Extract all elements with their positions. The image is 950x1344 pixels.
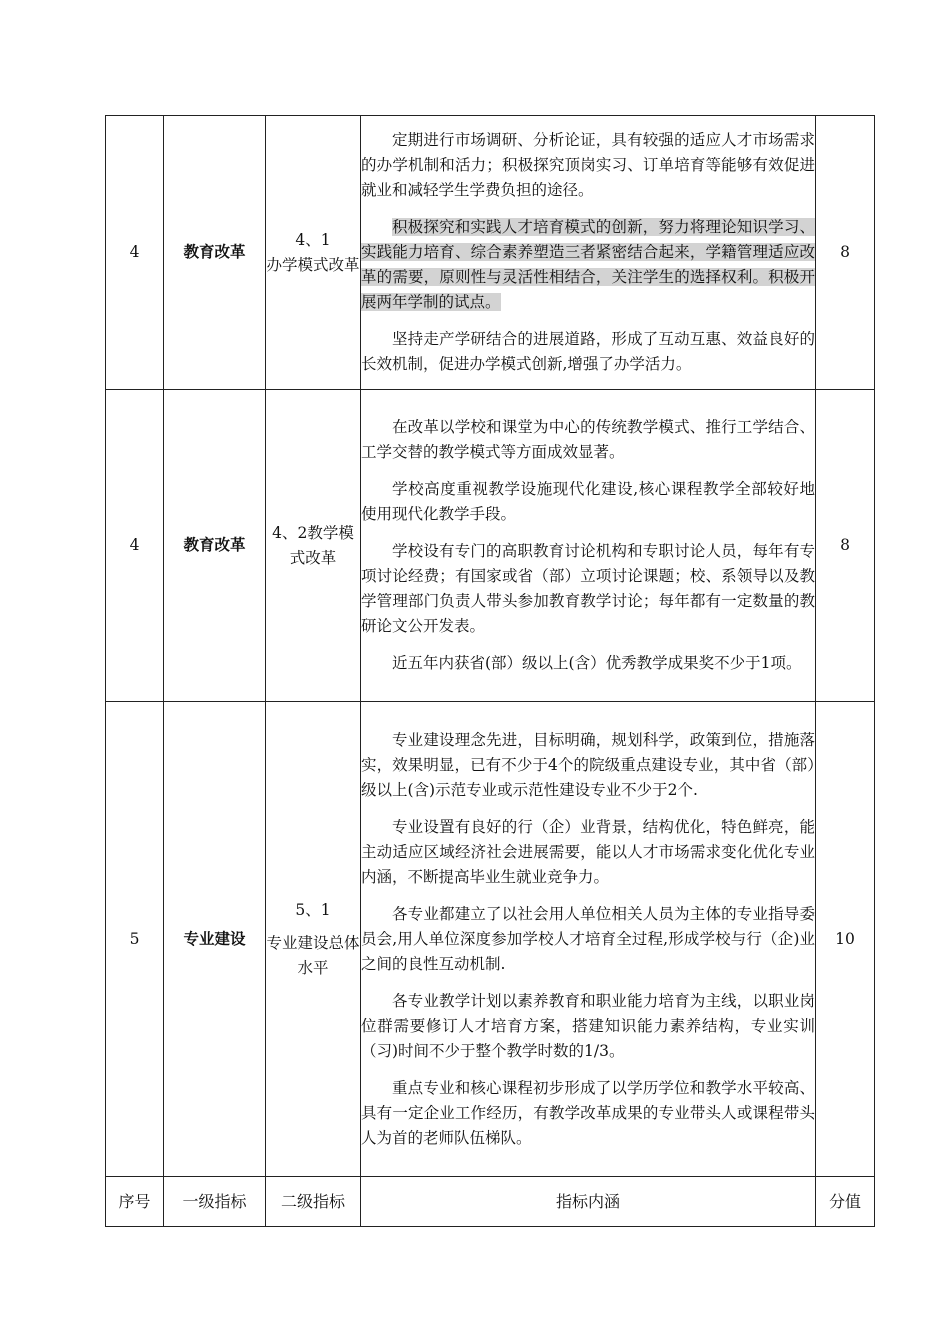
- header-score: 分值: [816, 1177, 875, 1227]
- seq-cell: 5: [106, 702, 164, 1177]
- level2-code: 5、1: [295, 900, 331, 919]
- level2-cell: [266, 702, 361, 1177]
- level2-cell: [266, 116, 361, 390]
- level1-cell: 教育改革: [164, 390, 266, 702]
- content-paragraph: 重点专业和核心课程初步形成了以学历学位和教学水平较高、具有一定企业工作经历，有教学改革成果的专业带头人或课程带头人为首的老师队伍梯队。: [361, 1078, 815, 1147]
- level2-code: 4、2: [272, 523, 308, 542]
- indicator-table: [105, 115, 875, 1227]
- content-paragraph: 在改革以学校和课堂为中心的传统教学模式、推行工学结合、工学交替的教学模式等方面成效显著。: [361, 418, 815, 461]
- content-cell: [361, 116, 816, 390]
- content-paragraph: 专业建设理念先进，目标明确，规划科学，政策到位，措施落实，效果明显，已有不少于4个的院级重点建设专业，其中省（部）级以上(含)示范专业或示范性建设专业不少于2个.: [361, 730, 815, 799]
- content-cell: [361, 390, 816, 702]
- level1-cell: 专业建设: [164, 702, 266, 1177]
- table-row: [106, 702, 875, 1177]
- header-level2: 二级指标: [266, 1177, 361, 1227]
- score-cell: 8: [816, 390, 875, 702]
- content-paragraph: 专业设置有良好的行（企）业背景，结构优化，特色鲜亮，能主动适应区域经济社会进展需要，能以人才市场需求变化优化专业内涵，不断提高毕业生就业竞争力。: [361, 817, 815, 886]
- level2-code: 4、1: [295, 230, 331, 249]
- seq-cell: 4: [106, 390, 164, 702]
- table-row: [106, 390, 875, 702]
- highlighted-paragraph: [361, 215, 815, 315]
- content-paragraph: 近五年内获省(部）级以上(含）优秀教学成果奖不少于1项。: [392, 654, 802, 672]
- header-seq: 序号: [106, 1177, 164, 1227]
- score-cell: 10: [816, 702, 875, 1177]
- content-cell: [361, 702, 816, 1177]
- level2-cell: [266, 390, 361, 702]
- header-level1: 一级指标: [164, 1177, 266, 1227]
- level2-name: 专业建设总体水平: [266, 933, 360, 977]
- seq-cell: 4: [106, 116, 164, 390]
- level2-name: 教学模式改革: [289, 523, 354, 567]
- level1-cell: 教育改革: [164, 116, 266, 390]
- header-content: 指标内涵: [361, 1177, 816, 1227]
- highlighted-text: 积极探究和实践人才培育模式的创新，努力将理论知识学习、实践能力培育、综合素养塑造三者紧密结合起来，学籍管理适应改革的需要，原则性与灵活性相结合，关注学生的选择权利。积极开展两年学制的试点。: [361, 218, 815, 311]
- content-paragraph: 学校高度重视教学设施现代化建设,核心课程教学全部较好地使用现代化教学手段。: [361, 480, 815, 523]
- table-row: [106, 116, 875, 390]
- content-paragraph: 各专业都建立了以社会用人单位相关人员为主体的专业指导委员会,用人单位深度参加学校人才培育全过程,形成学校与行（企)业之间的良性互动机制.: [361, 904, 815, 973]
- content-paragraph: 学校设有专门的高职教育讨论机构和专职讨论人员，每年有专项讨论经费；有国家或省（部）立项讨论课题；校、系领导以及教学管理部门负责人带头参加教育教学讨论；每年都有一定数量的教研论文公开发表。: [361, 542, 815, 635]
- score-cell: 8: [816, 116, 875, 390]
- header-row: [106, 1177, 875, 1227]
- level2-name: 办学模式改革: [266, 255, 360, 274]
- content-paragraph: 各专业教学计划以素养教育和职业能力培育为主线，以职业岗位群需要修订人才培育方案，搭建知识能力素养结构，专业实训（习)时间不少于整个教学时数的1/3。: [361, 991, 815, 1060]
- content-paragraph: 定期进行市场调研、分析论证，具有较强的适应人才市场需求的办学机制和活力；积极探究顶岗实习、订单培育等能够有效促进就业和减轻学生学费负担的途径。: [361, 131, 815, 199]
- content-paragraph: 坚持走产学研结合的进展道路，形成了互动互惠、效益良好的长效机制，促进办学模式创新,增强了办学活力。: [361, 330, 815, 373]
